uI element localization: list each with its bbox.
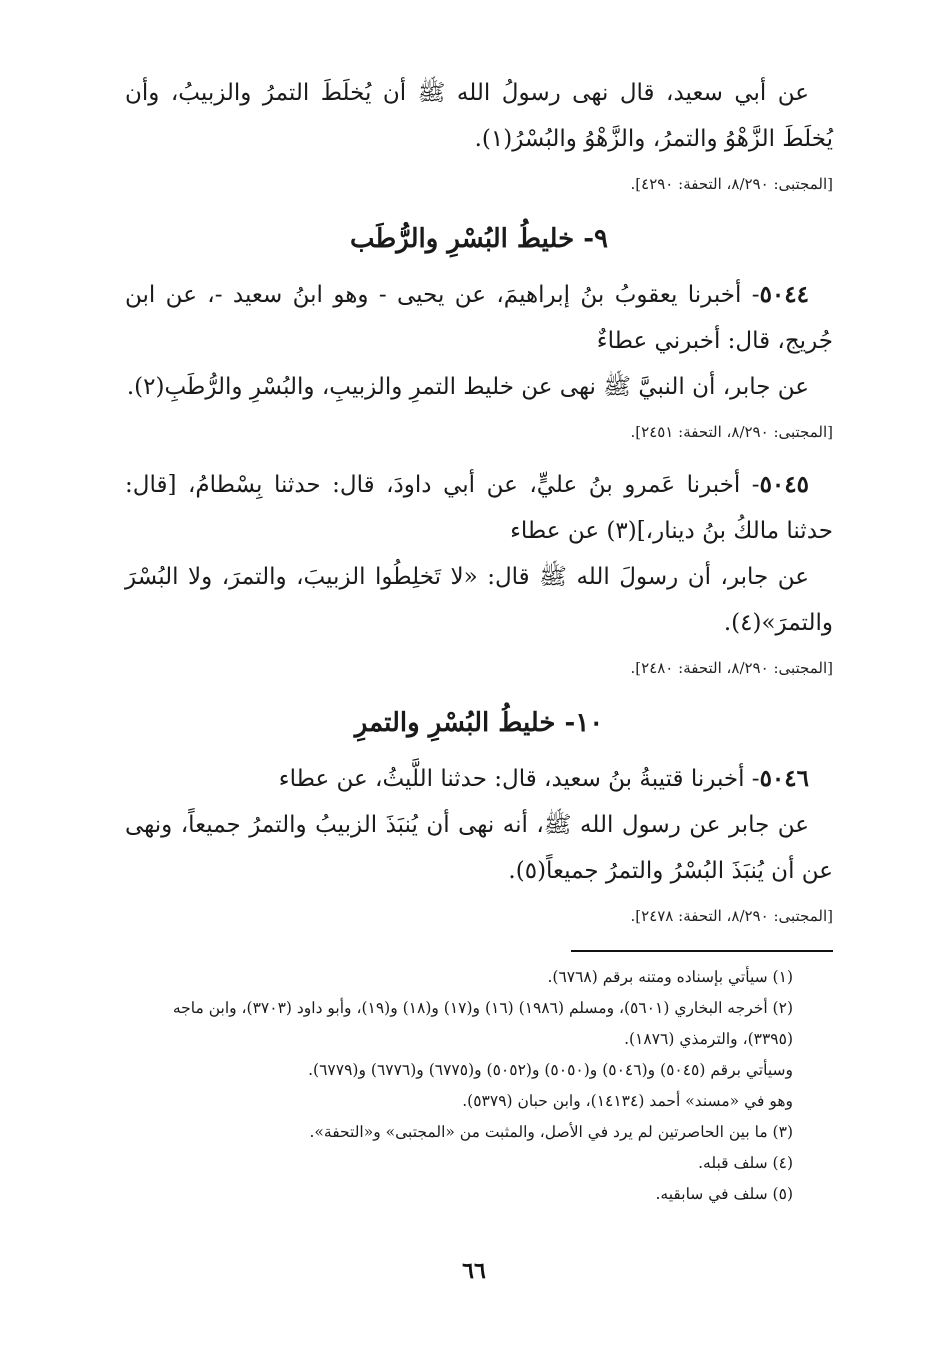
line-1: عن أبي سعيد، قال نهى رسولُ الله ﷺ أن يُخلَطَ التمرُ والزبيبُ، وأن <box>125 80 809 106</box>
footnote-divider <box>571 950 833 952</box>
hadith-5045-matn: عن جابر، أن رسولَ الله ﷺ قال: «لا تَخلِطُوا الزبيبَ، والتمرَ، ولا البُسْرَ والتمرَ»(٤). <box>125 564 833 636</box>
footnote-2: (٢) أخرجه البخاري (٥٦٠١)، ومسلم (١٩٨٦) (١٦) و(١٧) و(١٨) و(١٩)، وأبو داود (٣٧٠٣)، وابن ماجه (٣٣٩٥)، والترمذي (١٨٧٦). <box>172 999 793 1048</box>
footnote-2-continued: وهو في «مسند» أحمد (١٤١٣٤)، وابن حبان (٥٣٧٩). <box>462 1092 793 1110</box>
isnad-text: - أخبرنا عَمرو بنُ عليٍّ، عن أبي داودَ، قال: حدثنا بِسْطامُ، [قال: حدثنا مالكُ بنُ دينار،](٣) عن عطاء <box>125 472 833 544</box>
hadith-number: ٥٠٤٦ <box>759 765 809 792</box>
isnad-text: - أخبرنا قتيبةُ بنُ سعيد، قال: حدثنا اللَّيثُ، عن عطاء <box>278 766 760 792</box>
reference: [المجتبى: ٨/٢٩٠، التحفة: ٢٤٨٠]. <box>630 659 833 677</box>
hadith-5046-isnad <box>125 756 833 802</box>
isnad-text: - أخبرنا يعقوبُ بنُ إبراهيمَ، عن يحيى - وهو ابنُ سعيد -، عن ابن جُريج، قال: أخبرني عطاءٌ <box>125 282 833 354</box>
reference: [المجتبى: ٨/٢٩٠، التحفة: ٤٢٩٠]. <box>630 175 833 193</box>
hadith-number: ٥٠٤٤ <box>759 281 809 308</box>
footnote-3: (٣) ما بين الحاصرتين لم يرد في الأصل، والمثبت من «المجتبى» و«التحفة». <box>309 1123 793 1141</box>
section-heading-9: ٩- خليطُ البُسْرِ والرُّطَب <box>350 224 608 254</box>
line-2: يُخلَطَ الزَّهْوُ والتمرُ، والزَّهْوُ والبُسْرُ(١). <box>474 126 833 152</box>
reference: [المجتبى: ٨/٢٩٠، التحفة: ٢٤٥١]. <box>630 423 833 441</box>
footnotes <box>125 962 833 1210</box>
page-number: ٦٦ <box>462 1258 486 1284</box>
hadith-text <box>125 70 833 162</box>
footnote-1: (١) سيأتي بإسناده ومتنه برقم (٦٧٦٨). <box>547 968 793 986</box>
hadith-number: ٥٠٤٥ <box>759 471 809 498</box>
section-heading-10: ١٠- خليطُ البُسْرِ والتمرِ <box>354 708 604 738</box>
footnote-2-continued: وسيأتي برقم (٥٠٤٥) و(٥٠٤٦) و(٥٠٥٠) و(٥٠٥٢) و(٦٧٧٥) و(٦٧٧٦) و(٦٧٧٩). <box>308 1061 793 1079</box>
footnote-4: (٤) سلف قبله. <box>698 1154 793 1172</box>
document-page <box>125 70 833 1210</box>
reference: [المجتبى: ٨/٢٩٠، التحفة: ٢٤٧٨]. <box>630 907 833 925</box>
hadith-5044-isnad <box>125 272 833 364</box>
footnote-5: (٥) سلف في سابقيه. <box>655 1185 793 1203</box>
hadith-5045-isnad <box>125 462 833 554</box>
hadith-5044-matn: عن جابر، أن النبيَّ ﷺ نهى عن خليط التمرِ والزبيبِ، والبُسْرِ والرُّطَبِ(٢). <box>126 374 809 400</box>
hadith-5046-matn: عن جابر عن رسول الله ﷺ، أنه نهى أن يُنبَذَ الزبيبُ والتمرُ جميعاً، ونهى عن أن يُنبَذَ البُسْرُ والتمرُ جميعاً(٥). <box>125 812 833 884</box>
